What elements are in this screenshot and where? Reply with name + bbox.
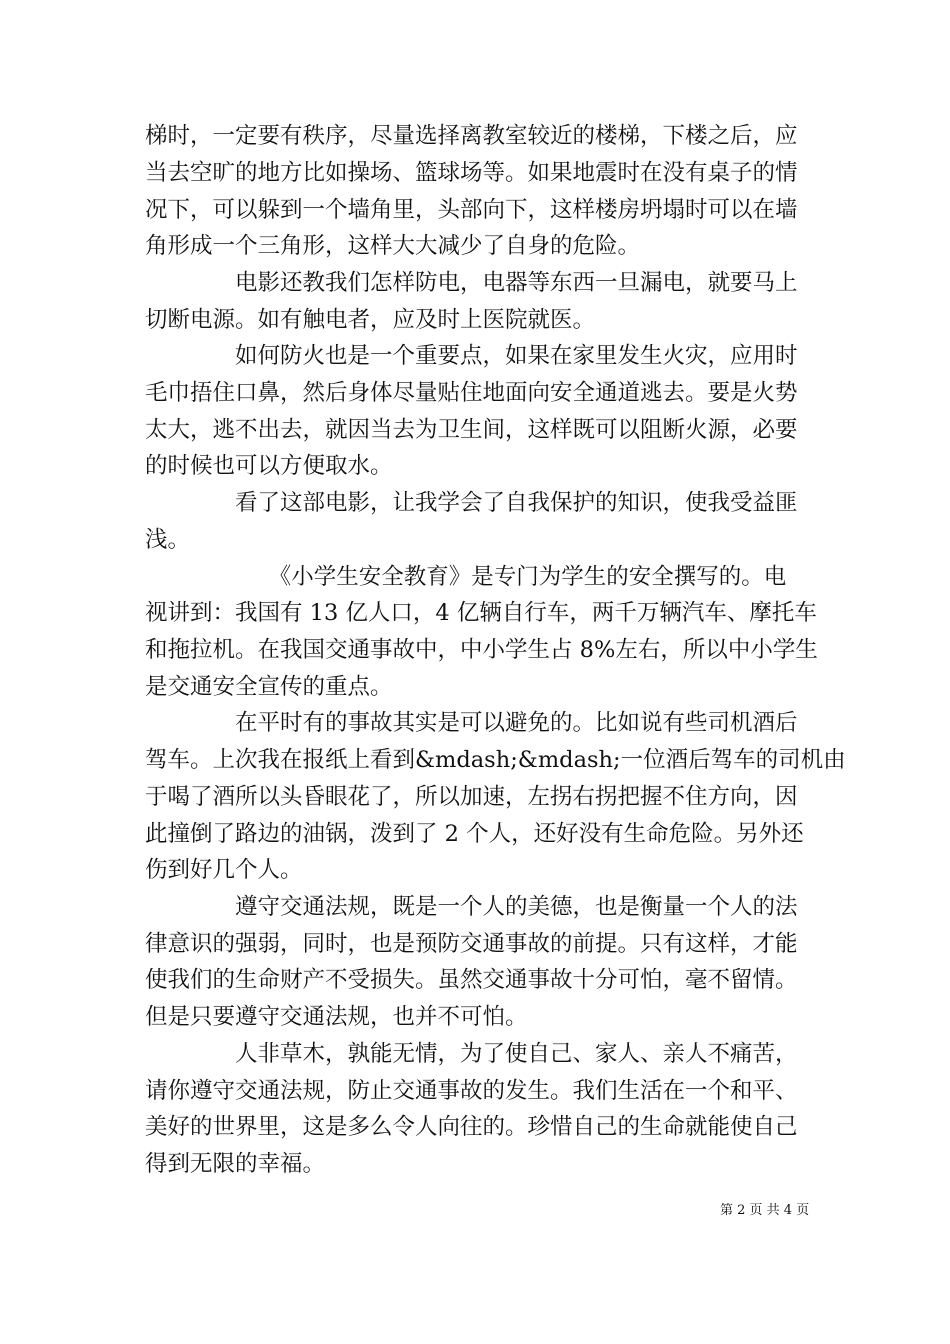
text-line: 角形成一个三角形，这样大大减少了自身的危险。 — [145, 233, 641, 259]
text-line: 在平时有的事故其实是可以避免的。比如说有些司机酒后 — [145, 710, 798, 736]
text-line: 遵守交通法规，既是一个人的美德，也是衡量一个人的法 — [145, 894, 798, 920]
text-line: 请你遵守交通法规，防止交通事故的发生。我们生活在一个和平、 — [145, 1078, 798, 1104]
text-line: 太大，逃不出去，就因当去为卫生间，这样既可以阻断火源，必要 — [145, 417, 798, 443]
text-line: 梯时，一定要有秩序，尽量选择离教室较近的楼梯，下楼之后，应 — [145, 123, 798, 149]
text-line: 的时候也可以方便取水。 — [145, 453, 393, 479]
text-line: 当去空旷的地方比如操场、篮球场等。如果地震时在没有桌子的情 — [145, 160, 798, 186]
text-line: 视讲到：我国有 13 亿人口，4 亿辆自行车，两千万辆汽车、摩托车 — [145, 600, 817, 626]
text-line: 毛巾捂住口鼻，然后身体尽量贴住地面向安全通道逃去。要是火势 — [145, 380, 798, 406]
text-line: 和拖拉机。在我国交通事故中，中小学生占 8%左右，所以中小学生 — [145, 637, 818, 663]
text-line: 但是只要遵守交通法规，也并不可怕。 — [145, 1004, 528, 1030]
text-line: 看了这部电影，让我学会了自我保护的知识，使我受益匪 — [145, 490, 798, 516]
text-line: 美好的世界里，这是多么令人向往的。珍惜自己的生命就能使自己 — [145, 1114, 798, 1140]
text-line: 驾车。上次我在报纸上看到&mdash;&mdash;一位酒后驾车的司机由 — [145, 747, 846, 773]
text-line: 切断电源。如有触电者，应及时上医院就医。 — [145, 307, 596, 333]
text-line: 律意识的强弱，同时，也是预防交通事故的前提。只有这样，才能 — [145, 931, 798, 957]
text-line: 此撞倒了路边的油锅，泼到了 2 个人，还好没有生命危险。另外还 — [145, 821, 804, 847]
text-line: 于喝了酒所以头昏眼花了，所以加速，左拐右拐把握不住方向，因 — [145, 784, 798, 810]
page-number-footer: 第 2 页 共 4 页 — [720, 1203, 810, 1218]
text-line: 《小学生安全教育》是专门为学生的安全撰写的。电 — [145, 564, 787, 590]
text-line: 电影还教我们怎样防电，电器等东西一旦漏电，就要马上 — [145, 270, 798, 296]
text-line: 伤到好几个人。 — [145, 857, 303, 883]
text-line: 是交通安全宣传的重点。 — [145, 674, 393, 700]
text-line: 人非草木，孰能无情，为了使自己、家人、亲人不痛苦， — [145, 1041, 798, 1067]
text-line: 况下，可以躲到一个墙角里，头部向下，这样楼房坍塌时可以在墙 — [145, 197, 798, 223]
text-line: 使我们的生命财产不受损失。虽然交通事故十分可怕，毫不留情。 — [145, 967, 798, 993]
text-line: 如何防火也是一个重要点，如果在家里发生火灾，应用时 — [145, 343, 798, 369]
text-line: 浅。 — [145, 527, 191, 553]
text-line: 得到无限的幸福。 — [145, 1151, 326, 1177]
